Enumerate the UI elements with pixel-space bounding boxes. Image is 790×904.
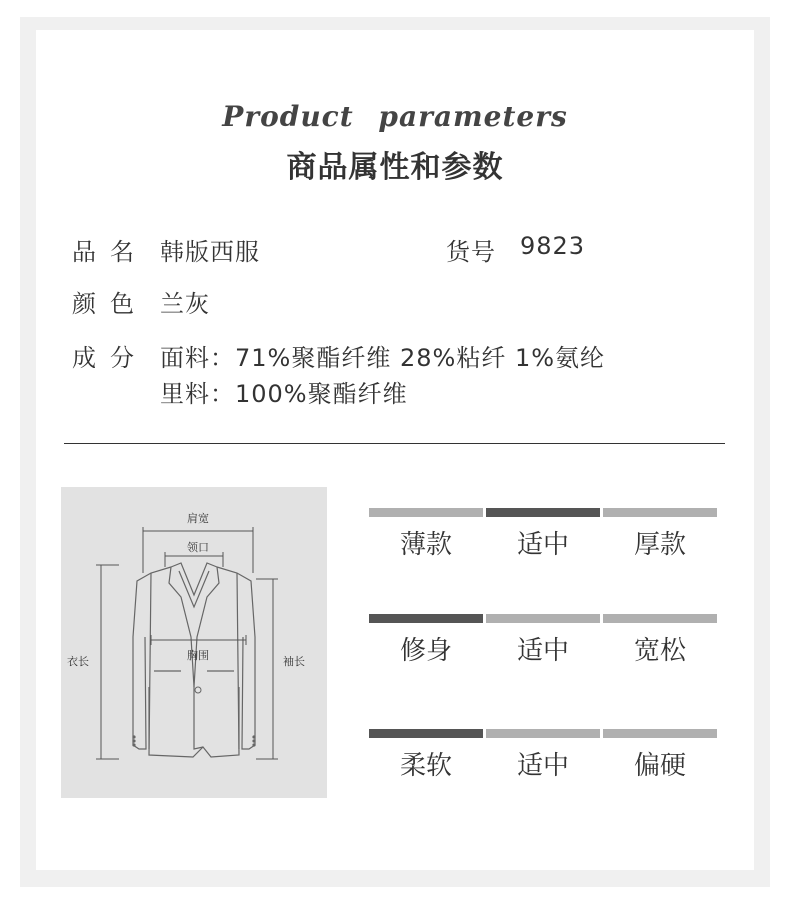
- composition-shell: 面料：71%聚酯纤维 28%粘纤 1%氨纶: [160, 344, 606, 372]
- scale-bar: [369, 508, 483, 517]
- composition-label: 成分: [72, 344, 148, 372]
- scale-bar: [369, 729, 483, 738]
- chest-label: 胸围: [187, 649, 209, 662]
- scale-label: 厚款: [633, 530, 686, 560]
- scale-label: 偏硬: [633, 751, 686, 781]
- color-label: 颜色: [72, 290, 148, 318]
- scale-bar: [486, 729, 600, 738]
- scale-bar: [486, 614, 600, 623]
- size-diagram: [61, 487, 327, 798]
- scale-bar: [603, 729, 717, 738]
- scale-label: 适中: [516, 751, 569, 781]
- scale-bar: [603, 614, 717, 623]
- jacket-measurement-illustration: [61, 487, 327, 798]
- item-number-label: 货号: [446, 238, 496, 266]
- scale-label: 宽松: [633, 636, 686, 666]
- scale-bar: [603, 508, 717, 517]
- scale-label: 薄款: [399, 530, 452, 560]
- scale-label: 适中: [516, 636, 569, 666]
- title-english: Product parameters: [222, 100, 568, 133]
- name-label: 品名: [72, 238, 148, 266]
- section-divider: [64, 443, 725, 444]
- length-label: 衣长: [67, 655, 89, 668]
- item-number-value: 9823: [520, 232, 586, 260]
- composition-lining: 里料：100%聚酯纤维: [160, 380, 408, 408]
- scale-bar: [369, 614, 483, 623]
- scale-bar: [486, 508, 600, 517]
- scale-label: 适中: [516, 530, 569, 560]
- title-chinese: 商品属性和参数: [286, 150, 504, 185]
- color-value: 兰灰: [160, 290, 210, 318]
- scale-label: 柔软: [399, 751, 452, 781]
- scale-label: 修身: [399, 636, 452, 666]
- collar-label: 领口: [187, 541, 209, 554]
- shoulder-width-label: 肩宽: [187, 512, 209, 525]
- sleeve-length-label: 袖长: [283, 655, 305, 668]
- name-value: 韩版西服: [160, 238, 260, 266]
